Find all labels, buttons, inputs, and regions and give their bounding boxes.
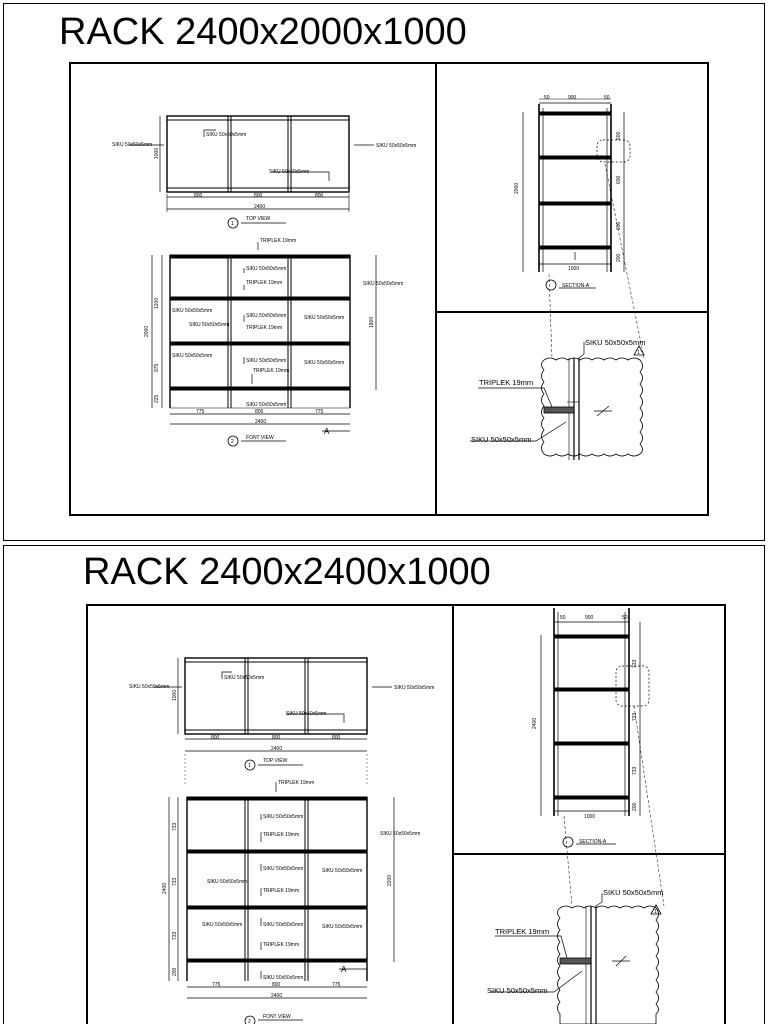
callout-siku: SIKU 50x50x5mm [380, 831, 421, 837]
dimension-bay: 775 [315, 409, 324, 415]
dimension-height: 225 [154, 394, 160, 403]
detail-label-triplek: TRIPLEK 19mm [479, 378, 534, 387]
detail-label-siku: SIKU 50x50x5mm [603, 888, 664, 897]
callout-triplek: TRIPLEK 19mm [246, 325, 283, 331]
callout-siku: SIKU 50x50x5mm [376, 143, 417, 149]
top-view [129, 116, 374, 228]
callout-siku: SIKU 50x50x5mm [322, 868, 363, 874]
view-caption: FONT VIEW [263, 1014, 291, 1020]
detail-1 [490, 893, 661, 1024]
callout-triplek: TRIPLEK 19mm [246, 280, 283, 286]
dimension-depth: 1000 [568, 266, 580, 272]
dimension-top: 50 [560, 615, 566, 621]
top-view [154, 658, 392, 786]
dimension-depth: 1000 [154, 147, 160, 159]
callout-siku: SIKU 50x50x5mm [263, 975, 304, 981]
dimension-bay: 800 [254, 193, 263, 199]
callout-siku: SIKU 50x50x5mm [263, 866, 304, 872]
callout-siku: SIKU 50x50x5mm [322, 924, 363, 930]
dimension-total-width: 2400 [255, 419, 267, 425]
callout-siku: SIKU 50x50x5mm [246, 402, 287, 408]
dimension-bay: 800 [272, 982, 281, 988]
dimension-height: 200 [172, 967, 178, 976]
dimension-shelf: 200 [616, 253, 622, 262]
dimension-bay: 800 [272, 735, 281, 741]
callout-siku: SIKU 50x50x5mm [172, 353, 213, 359]
dimension-total-width: 2400 [254, 204, 266, 210]
detail-label-triplek: TRIPLEK 19mm [495, 927, 550, 936]
dimension-total-width: 2400 [271, 746, 283, 752]
callout-siku: SIKU 50x50x5mm [246, 313, 287, 319]
callout-siku: SIKU 50x50x5mm [263, 922, 304, 928]
detail-marker: 1 [654, 909, 657, 915]
dimension-total-width: 2400 [271, 993, 283, 999]
drawing-sheet-1 [3, 3, 765, 541]
callout-triplek: TRIPLEK 19mm [263, 942, 300, 948]
drawing-sheet-2 [3, 545, 765, 1024]
section-a [523, 99, 644, 358]
rack-drawing-2 [4, 546, 764, 1024]
callout-siku: SIKU 50x50x5mm [363, 281, 404, 287]
callout-triplek: TRIPLEK 19mm [260, 238, 297, 244]
callout-siku: SIKU 50x50x5mm [304, 360, 345, 366]
dimension-height: 1200 [154, 297, 160, 309]
dimension-top: 900 [585, 615, 594, 621]
callout-siku: SIKU 50x50x5mm [189, 322, 230, 328]
front-view [152, 242, 376, 446]
callout-siku: SIKU 50x50x5mm [202, 922, 243, 928]
sheet-title: RACK 2400x2400x1000 [83, 551, 491, 593]
callout-triplek: TRIPLEK 19mm [263, 888, 300, 894]
callout-triplek: TRIPLEK 19mm [278, 780, 315, 786]
section-a [541, 608, 664, 906]
section-caption: SECTION-A [562, 283, 590, 289]
callout-siku: SIKU 50x50x5mm [112, 142, 153, 148]
section-marker: A [341, 965, 347, 974]
dimension-top: 50 [604, 95, 610, 101]
callout-siku: SIKU 50x50x5mm [246, 266, 287, 272]
callout-siku: SIKU 50x50x5mm [207, 879, 248, 885]
dimension-shelf: 600 [616, 131, 622, 140]
dimension-shelf: 600 [616, 221, 622, 230]
callout-siku: SIKU 50x50x5mm [269, 169, 310, 175]
callout-triplek: TRIPLEK 19mm [263, 832, 300, 838]
dimension-depth: 1000 [584, 814, 596, 820]
rack-drawing-1 [4, 4, 764, 540]
dimension-bay: 800 [255, 409, 264, 415]
view-caption: TOP VIEW [263, 758, 288, 764]
callout-siku: SIKU 50x50x5mm [263, 814, 304, 820]
view-number: 2 [248, 1019, 251, 1024]
dimension-bay: 800 [315, 193, 324, 199]
dimension-depth: 1000 [172, 689, 178, 701]
view-number: 2 [231, 439, 234, 445]
dimension-right-height: 1800 [369, 316, 375, 328]
dimension-bay: 800 [211, 735, 220, 741]
dimension-shelf: 733 [632, 712, 638, 721]
callout-siku: SIKU 50x50x5mm [394, 685, 435, 691]
dimension-height: 733 [172, 931, 178, 940]
view-number: 1 [231, 221, 234, 227]
callout-siku: SIKU 50x50x5mm [206, 132, 247, 138]
view-number: 1 [248, 763, 251, 769]
sheet-title: RACK 2400x2000x1000 [59, 11, 467, 53]
callout-siku: SIKU 50x50x5mm [224, 675, 265, 681]
dimension-shelf: 733 [632, 659, 638, 668]
callout-siku: SIKU 50x50x5mm [172, 308, 213, 314]
dimension-bay: 775 [196, 409, 205, 415]
dimension-shelf: 600 [616, 175, 622, 184]
dimension-right-height: 2200 [387, 874, 393, 886]
dimension-bay: 775 [212, 982, 221, 988]
section-caption: SECTION-A [579, 839, 607, 845]
callout-siku: SIKU 50x50x5mm [286, 711, 327, 717]
detail-label-siku: SIKU 50x50x5mm [471, 435, 532, 444]
callout-triplek: TRIPLEK 19mm [253, 368, 290, 374]
dimension-total-height: 2400 [162, 882, 168, 894]
detail-label-siku: SIKU 50x50x5mm [487, 986, 548, 995]
dimension-total-height: 2000 [144, 325, 150, 337]
dimension-total-height: 2000 [514, 182, 520, 194]
dimension-shelf: 733 [632, 766, 638, 775]
dimension-top: 50 [622, 615, 628, 621]
dimension-bay: 800 [194, 193, 203, 199]
dimension-height: 733 [172, 877, 178, 886]
callout-siku: SIKU 50x50x5mm [246, 358, 287, 364]
section-marker: A [324, 427, 330, 436]
dimension-top: 50 [544, 95, 550, 101]
dimension-bay: 775 [332, 982, 341, 988]
detail-marker: 1 [637, 350, 640, 356]
dimension-top: 900 [568, 95, 577, 101]
detail-label-siku: SIKU 50x50x5mm [585, 338, 646, 347]
dimension-shelf: 200 [632, 802, 638, 811]
drawing-frame [70, 63, 708, 515]
dimension-height: 975 [154, 363, 160, 372]
dimension-total-height: 2400 [532, 717, 538, 729]
dimension-height: 733 [172, 822, 178, 831]
view-caption: TOP VIEW [246, 216, 271, 222]
dimension-bay: 800 [332, 735, 341, 741]
callout-siku: SIKU 50x50x5mm [129, 684, 170, 690]
view-caption: FONT VIEW [246, 435, 274, 441]
callout-siku: SIKU 50x50x5mm [304, 315, 345, 321]
